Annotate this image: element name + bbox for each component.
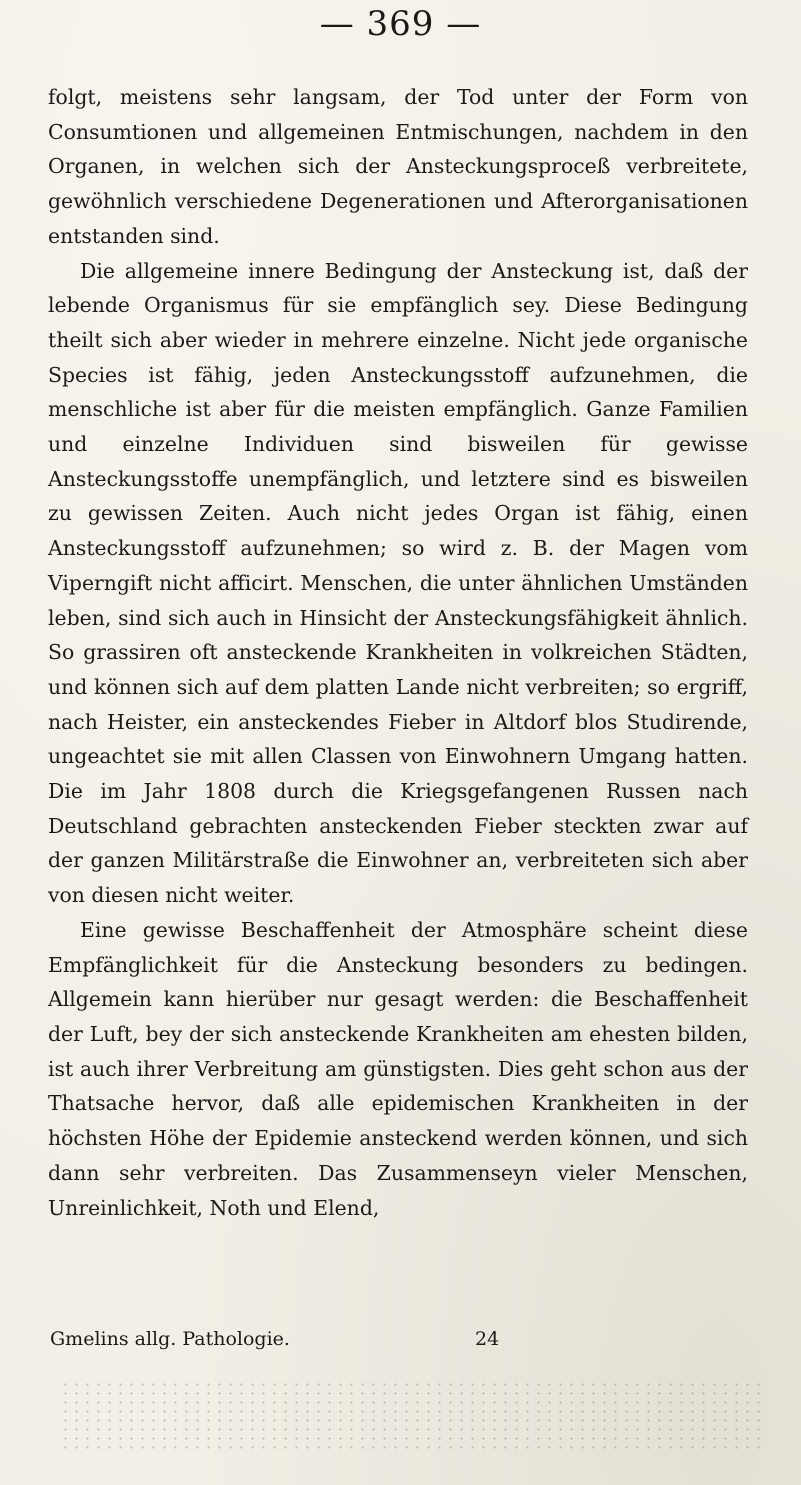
footer-signature-mark: 24 [475, 1328, 500, 1350]
page-footer [48, 1328, 748, 1358]
paragraph-atmosphere: Eine gewisse Beschaffenheit der Atmosphäre scheint diese Empfänglichkeit für die Ansteckung besonders zu bedingen. Allgemein kann hierüber nur gesagt werden: die Beschaffenheit der Luft, bey der sich ansteckende Krankheiten am ehesten bilden, ist auch ihrer Verbreitung am günstigsten. Dies geht schon aus der Thatsache hervor, daß alle epidemischen Krankheiten in der höchsten Höhe der Epidemie ansteckend werden können, und sich dann sehr verbreiten. Das Zusammenseyn vieler Menschen, Unreinlichkeit, Noth und Elend, [48, 917, 748, 1220]
paragraph-conditions: Die allgemeine innere Bedingung der Ansteckung ist, daß der lebende Organismus für sie empfänglich sey. Diese Bedingung theilt sich aber wieder in mehrere einzelne. Nicht jede organische Species ist fähig, jeden Ansteckungsstoff aufzunehmen, die menschliche ist aber für die meisten empfänglich. Ganze Familien und einzelne Individuen sind bisweilen für gewisse Ansteckungsstoffe unempfänglich, und letztere sind es bisweilen zu gewissen Zeiten. Auch nicht jedes Organ ist fähig, einen Ansteckungsstoff aufzunehmen; so wird z. B. der Magen vom Viperngift nicht afficirt. Menschen, die unter ähnlichen Umständen leben, sind sich auch in Hinsicht der Ansteckungsfähigkeit ähnlich. So grassiren oft ansteckende Krankheiten in volkreichen Städten, und können sich auf dem platten Lande nicht verbreiten; so ergriff, nach Heister, ein ansteckendes Fieber in Altdorf blos Studirende, ungeachtet sie mit allen Classen von Einwohnern Umgang hatten. Die im Jahr 1808 durch die Kriegsgefangenen Russen nach Deutschland gebrachten ansteckenden Fieber steckten zwar auf der ganzen Militärstraße die Einwohner an, verbreiteten sich aber von diesen nicht weiter. [48, 258, 748, 908]
body-text [48, 80, 748, 1225]
footer-source-title: Gmelins allg. Pathologie. [50, 1328, 290, 1350]
page-number: — 369 — [319, 4, 482, 44]
scan-bleed-through [60, 1380, 760, 1450]
paragraph-continuation: folgt, meistens sehr langsam, der Tod unter der Form von Consumtionen und allgemeinen Entmischungen, nachdem in den Organen, in welchen sich der Ansteckungsproceß verbreitete, gewöhnlich verschiedene Degenerationen und Afterorganisationen entstanden sind. [48, 85, 748, 248]
